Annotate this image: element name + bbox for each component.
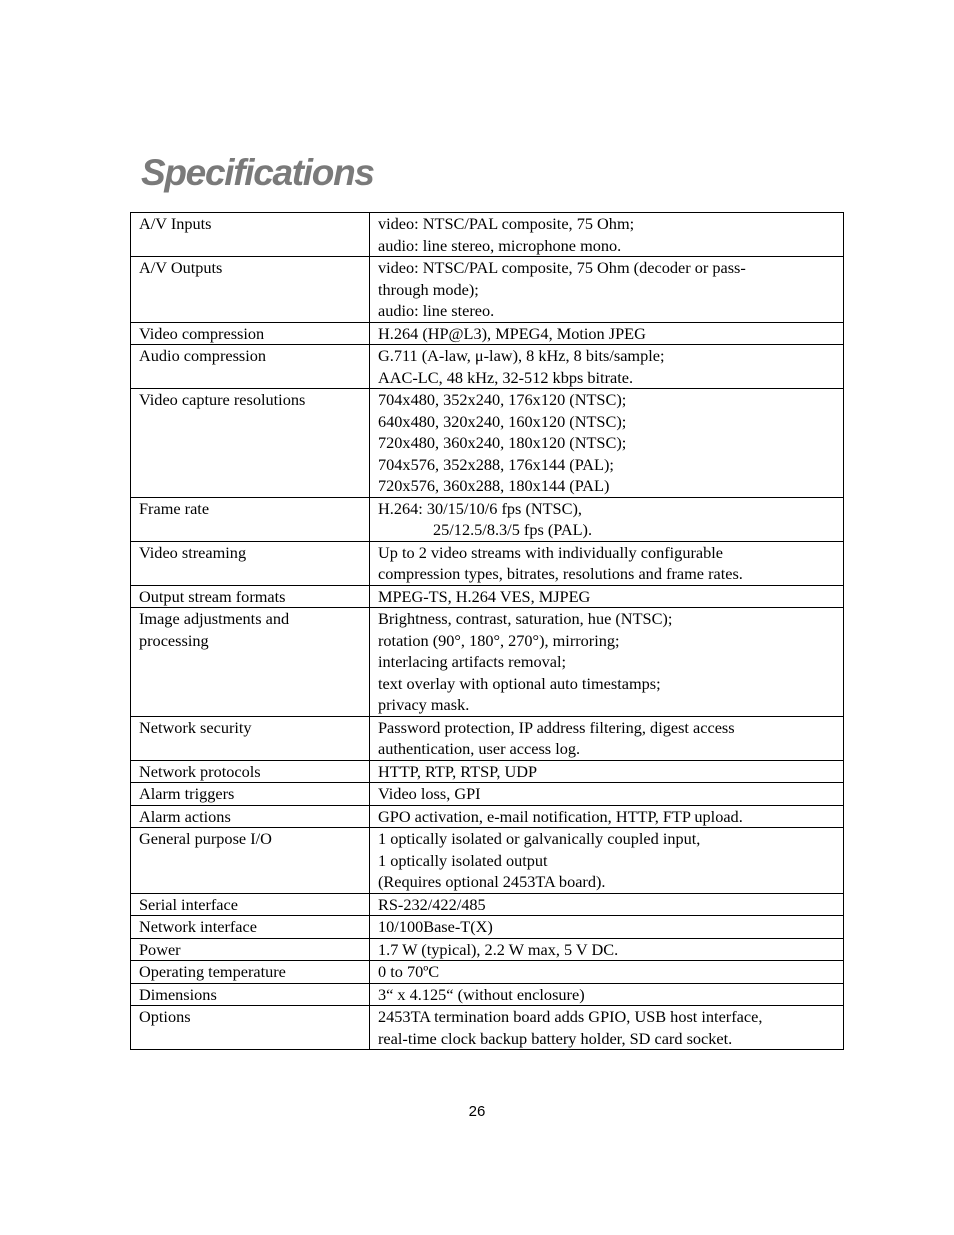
spec-label-cell	[131, 608, 370, 717]
spec-label-cell	[131, 916, 370, 939]
spec-value-cell	[370, 541, 844, 585]
spec-label: Network security	[139, 717, 252, 737]
table-row	[131, 389, 844, 498]
table-row	[131, 805, 844, 828]
spec-value: rotation (90°, 180°, 270°), mirroring;	[378, 630, 620, 650]
spec-value: text overlay with optional auto timestamps;	[378, 673, 661, 693]
spec-label: Serial interface	[139, 894, 238, 914]
spec-label: Frame rate	[139, 498, 210, 518]
spec-label-cell	[131, 541, 370, 585]
spec-value: 25/12.5/8.3/5 fps (PAL).	[433, 520, 593, 539]
table-row	[131, 322, 844, 345]
specifications-table-body	[131, 213, 844, 1050]
spec-label: Video streaming	[139, 542, 247, 562]
spec-value: 720x576, 360x288, 180x144 (PAL)	[378, 476, 610, 495]
spec-value: Up to 2 video streams with individually configurable	[378, 542, 724, 562]
spec-label: Alarm actions	[139, 806, 231, 826]
spec-value: Video loss, GPI	[378, 784, 481, 803]
table-row	[131, 257, 844, 323]
spec-value: 1.7 W (typical), 2.2 W max, 5 V DC.	[378, 939, 619, 959]
spec-label-cell	[131, 389, 370, 498]
spec-value: interlacing artifacts removal;	[378, 652, 567, 671]
spec-value: audio: line stereo, microphone mono.	[378, 235, 622, 255]
spec-label: processing	[139, 630, 209, 650]
spec-value: 640x480, 320x240, 160x120 (NTSC);	[378, 411, 627, 431]
spec-label: Alarm triggers	[139, 784, 235, 803]
spec-value: real-time clock backup battery holder, SD card socket.	[378, 1028, 733, 1048]
spec-label: Video compression	[139, 323, 265, 343]
spec-label: Audio compression	[139, 346, 267, 365]
table-row	[131, 961, 844, 984]
spec-label: Image adjustments and	[139, 609, 290, 628]
spec-value: 2453TA termination board adds GPIO, USB host interface,	[378, 1007, 763, 1026]
spec-value: 10/100Base-T(X)	[378, 917, 493, 936]
spec-label-cell	[131, 213, 370, 257]
spec-value: H.264 (HP@L3), MPEG4, Motion JPEG	[378, 323, 646, 343]
spec-value: 1 optically isolated or galvanically coupled input,	[378, 829, 701, 848]
spec-value-cell	[370, 983, 844, 1006]
table-row	[131, 585, 844, 608]
spec-value: Brightness, contrast, saturation, hue (NTSC);	[378, 609, 673, 628]
spec-label: Video capture resolutions	[139, 390, 306, 409]
spec-label-cell	[131, 716, 370, 760]
spec-value: authentication, user access log.	[378, 739, 581, 758]
table-row	[131, 497, 844, 541]
spec-value: HTTP, RTP, RTSP, UDP	[378, 761, 538, 781]
spec-label-cell	[131, 497, 370, 541]
table-row	[131, 893, 844, 916]
table-row	[131, 983, 844, 1006]
spec-label: Options	[139, 1007, 191, 1026]
spec-value: 704x576, 352x288, 176x144 (PAL);	[378, 454, 614, 474]
spec-value: 704x480, 352x240, 176x120 (NTSC);	[378, 390, 627, 409]
spec-label-cell	[131, 585, 370, 608]
table-row	[131, 345, 844, 389]
spec-value-cell	[370, 389, 844, 498]
table-row	[131, 760, 844, 783]
page-title: Specifications	[141, 152, 374, 193]
spec-value: Password protection, IP address filtering, digest access	[378, 717, 735, 737]
table-row	[131, 541, 844, 585]
spec-label: Network protocols	[139, 761, 261, 781]
spec-value-cell	[370, 938, 844, 961]
spec-label-cell	[131, 783, 370, 806]
spec-value-cell	[370, 893, 844, 916]
spec-label-cell	[131, 257, 370, 323]
spec-value-cell	[370, 916, 844, 939]
spec-value-cell	[370, 961, 844, 984]
spec-label: Network interface	[139, 917, 257, 936]
spec-value-cell	[370, 345, 844, 389]
spec-value: compression types, bitrates, resolutions and frame rates.	[378, 564, 743, 583]
table-row	[131, 716, 844, 760]
spec-value: GPO activation, e-mail notification, HTTP, FTP upload.	[378, 806, 743, 826]
spec-label-cell	[131, 345, 370, 389]
page-number: 26	[468, 1103, 486, 1120]
spec-value: through mode);	[378, 279, 479, 299]
spec-value-cell	[370, 805, 844, 828]
spec-value-cell	[370, 213, 844, 257]
table-row	[131, 213, 844, 257]
spec-value: video: NTSC/PAL composite, 75 Ohm (decoder or pass-	[378, 258, 746, 277]
spec-value: audio: line stereo.	[378, 301, 495, 320]
spec-value-cell	[370, 608, 844, 717]
spec-value: MPEG-TS, H.264 VES, MJPEG	[378, 586, 591, 606]
spec-value-cell	[370, 497, 844, 541]
spec-value-cell	[370, 828, 844, 894]
spec-value: RS-232/422/485	[378, 894, 486, 914]
spec-value-cell	[370, 760, 844, 783]
spec-label: A/V Inputs	[139, 214, 212, 233]
spec-label-cell	[131, 805, 370, 828]
spec-value-cell	[370, 783, 844, 806]
spec-label-cell	[131, 938, 370, 961]
spec-label: Power	[139, 939, 181, 959]
spec-value: privacy mask.	[378, 695, 470, 714]
table-row	[131, 916, 844, 939]
spec-label-cell	[131, 1006, 370, 1050]
spec-value: 3“ x 4.125“ (without enclosure)	[378, 984, 585, 1004]
spec-label-cell	[131, 828, 370, 894]
specifications-table	[130, 212, 844, 1050]
spec-label-cell	[131, 322, 370, 345]
spec-label-cell	[131, 893, 370, 916]
spec-value: 0 to 70ºC	[378, 962, 440, 981]
spec-value: H.264: 30/15/10/6 fps (NTSC),	[378, 498, 582, 518]
spec-value-cell	[370, 322, 844, 345]
spec-label: Output stream formats	[139, 586, 286, 606]
spec-value: G.711 (A-law, μ-law), 8 kHz, 8 bits/sample;	[378, 346, 665, 365]
spec-value: (Requires optional 2453TA board).	[378, 872, 606, 891]
spec-value-cell	[370, 585, 844, 608]
spec-label: General purpose I/O	[139, 829, 272, 848]
spec-value-cell	[370, 716, 844, 760]
spec-value-cell	[370, 1006, 844, 1050]
table-row	[131, 938, 844, 961]
table-row	[131, 828, 844, 894]
table-row	[131, 608, 844, 717]
spec-value-cell	[370, 257, 844, 323]
spec-label: A/V Outputs	[139, 258, 223, 277]
spec-label-cell	[131, 983, 370, 1006]
spec-label: Dimensions	[139, 984, 217, 1004]
spec-value: AAC-LC, 48 kHz, 32-512 kbps bitrate.	[378, 367, 634, 387]
spec-label-cell	[131, 961, 370, 984]
spec-value: 1 optically isolated output	[378, 850, 548, 870]
table-row	[131, 783, 844, 806]
spec-label-cell	[131, 760, 370, 783]
spec-label: Operating temperature	[139, 962, 286, 981]
spec-value: video: NTSC/PAL composite, 75 Ohm;	[378, 214, 635, 233]
spec-value: 720x480, 360x240, 180x120 (NTSC);	[378, 433, 627, 452]
table-row	[131, 1006, 844, 1050]
